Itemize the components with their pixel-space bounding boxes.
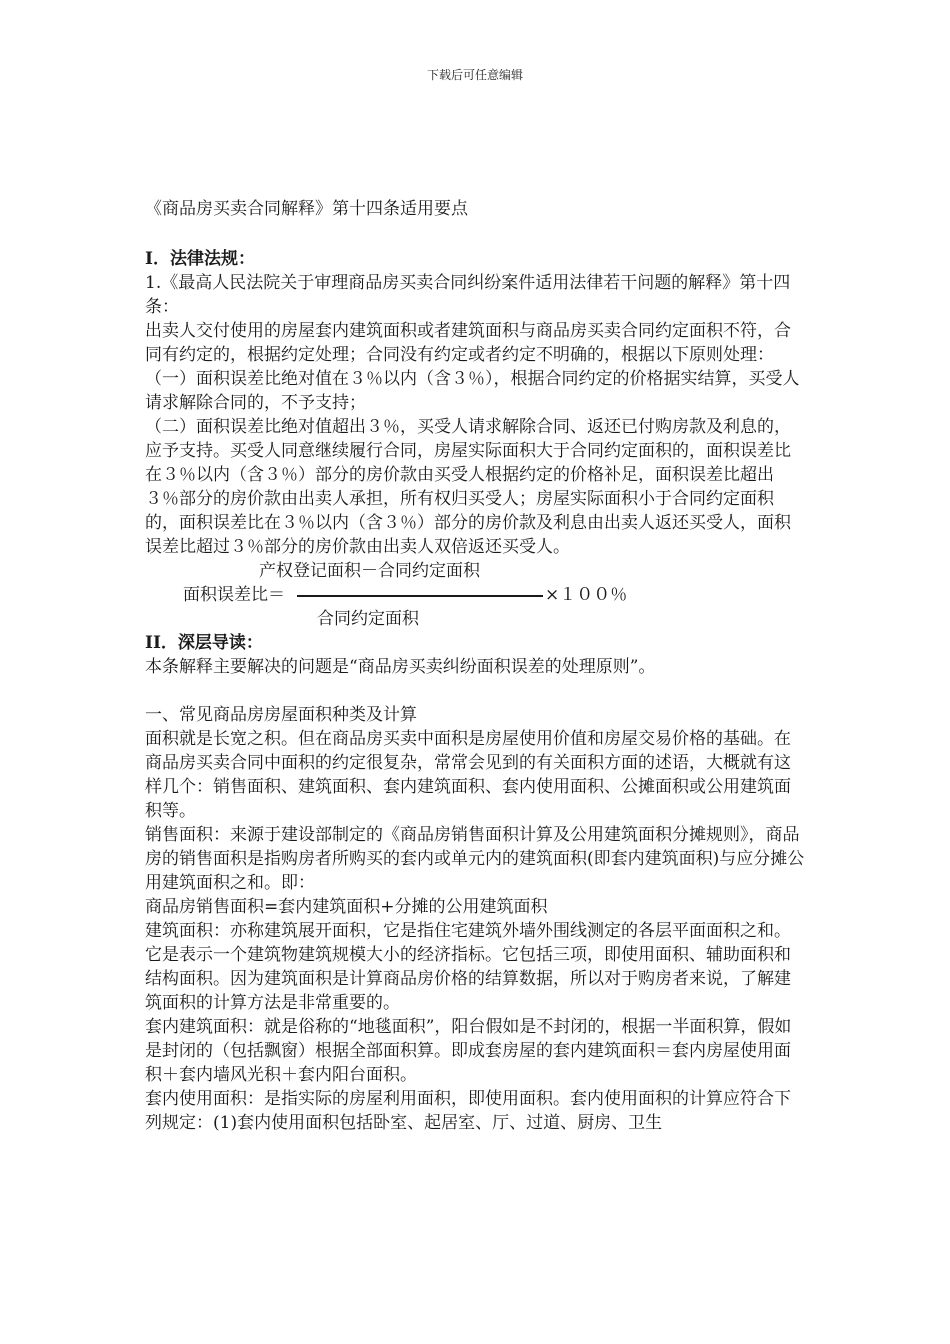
formula-lhs: 面积误差比＝ [183, 585, 285, 605]
blank-line [145, 679, 805, 703]
section-heading-laws: I．法律法规： [145, 249, 255, 269]
paragraph: 1.《最高人民法院关于审理商品房买卖合同纠纷案件适用法律若干问题的解释》第十四条： [145, 273, 791, 317]
subheading: 一、常见商品房房屋面积种类及计算 [145, 705, 417, 725]
paragraph: 套内建筑面积：就是俗称的“地毯面积”，阳台假如是不封闭的，根据一半面积算，假如是封闭的（包括飘窗）根据全部面积算。即成套房屋的套内建筑面积＝套内房屋使用面积＋套内墙风光积＋套内阳台面积。 [145, 1017, 792, 1085]
section-heading-guide: II．深层导读： [145, 633, 263, 653]
formula-fraction-bar [297, 595, 543, 597]
paragraph: 出卖人交付使用的房屋套内建筑面积或者建筑面积与商品房买卖合同约定面积不符，合同有约定的，根据约定处理；合同没有约定或者约定不明确的，根据以下原则处理： [145, 321, 791, 365]
formula-multiplier: ×１００％ [545, 585, 628, 605]
paragraph: （二）面积误差比绝对值超出３％，买受人请求解除合同、返还已付购房款及利息的，应予支持。买受人同意继续履行合同，房屋实际面积大于合同约定面积的，面积误差比在３％以内（含３％）部分的房价款由买受人根据约定的价格补足，面积误差比超出３％部分的房价款由出卖人承担，所有权归买受人；房屋实际面积小于合同约定面积的，面积误差比在３％以内（含３％）部分的房价款及利息由出卖人返还买受人，面积误差比超过３％部分的房价款由出卖人双倍返还买受人。 [145, 417, 791, 557]
paragraph: 销售面积：来源于建设部制定的《商品房销售面积计算及公用建筑面积分摊规则》，商品房的销售面积是指购房者所购买的套内或单元内的建筑面积(即套内建筑面积)与应分摊公用建筑面积之和。即： [145, 825, 805, 893]
paragraph: 本条解释主要解决的问题是“商品房买卖纠纷面积误差的处理原则”。 [145, 657, 656, 677]
paragraph: 建筑面积：亦称建筑展开面积，它是指住宅建筑外墙外围线测定的各层平面面积之和。它是表示一个建筑物建筑规模大小的经济指标。它包括三项，即使用面积、辅助面积和结构面积。因为建筑面积是计算商品房价格的结算数据，所以对于购房者来说，了解建筑面积的计算方法是非常重要的。 [145, 921, 791, 1013]
formula-numerator: 产权登记面积－合同约定面积 [259, 561, 480, 581]
header-note: 下载后可任意编辑 [426, 68, 523, 82]
paragraph: 商品房销售面积=套内建筑面积+分摊的公用建筑面积 [145, 897, 548, 917]
area-error-formula [145, 559, 805, 631]
formula-denominator: 合同约定面积 [317, 609, 419, 629]
document-body [145, 197, 805, 1135]
paragraph: 面积就是长宽之积。但在商品房买卖中面积是房屋使用价值和房屋交易价格的基础。在商品房买卖合同中面积的约定很复杂，常常会见到的有关面积方面的述语，大概就有这样几个：销售面积、建筑面积、套内建筑面积、套内使用面积、公摊面积或公用建筑面积等。 [145, 729, 791, 821]
paragraph: （一）面积误差比绝对值在３％以内（含３％），根据合同约定的价格据实结算，买受人请求解除合同的，不予支持； [145, 369, 800, 413]
document-title: 《商品房买卖合同解释》第十四条适用要点 [145, 199, 468, 219]
paragraph: 套内使用面积：是指实际的房屋利用面积，即使用面积。套内使用面积的计算应符合下列规定：(1)套内使用面积包括卧室、起居室、厅、过道、厨房、卫生 [145, 1089, 791, 1133]
